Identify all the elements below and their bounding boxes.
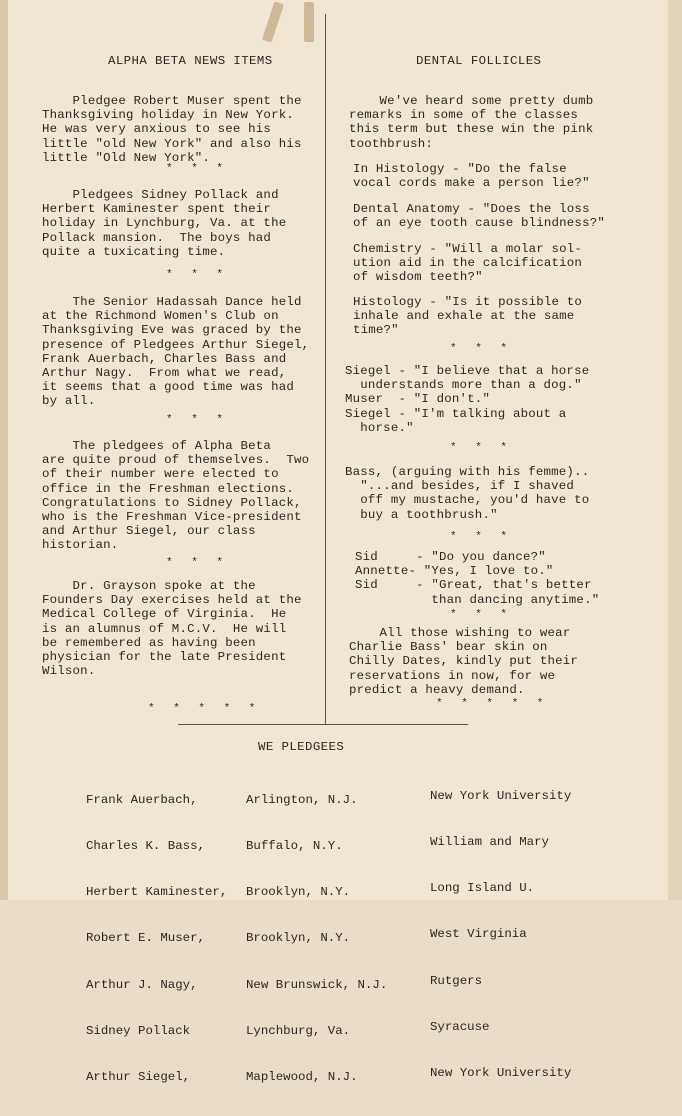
separator-stars: * * * — [450, 609, 514, 621]
pledgee-hometown: Brooklyn, N.Y. — [246, 885, 351, 900]
separator-stars: * * * — [450, 442, 514, 454]
pledgee-school: Rutgers — [430, 973, 483, 988]
pledgee-hometown: Maplewood, N.J. — [246, 1070, 358, 1085]
column-divider — [325, 14, 326, 724]
pledgee-name: Charles K. Bass, — [86, 839, 205, 854]
joke-dialogue: Siegel - "I believe that a horse understands more than a dog." Muser - "I don't." Siegel - "I'm talking about a horse." — [345, 364, 590, 435]
pledgee-name: Frank Auerbach, — [86, 792, 198, 807]
dental-quote: Dental Anatomy - "Does the loss of an eye tooth cause blindness?" — [353, 202, 605, 231]
pledgee-hometowns — [246, 762, 387, 1116]
pledgee-school: New York University — [430, 788, 572, 803]
separator-stars: * * * — [166, 557, 230, 569]
pledgee-hometown: Arlington, N.J. — [246, 792, 358, 807]
pledgee-hometown: Lynchburg, Va. — [246, 1023, 351, 1038]
pledgee-name: Herbert Kaminester, — [86, 885, 228, 900]
left-column-heading: ALPHA BETA NEWS ITEMS — [108, 54, 273, 68]
dental-quote: In Histology - "Do the false vocal cords make a person lie?" — [353, 162, 590, 191]
pledgee-name: Arthur Siegel, — [86, 1070, 191, 1085]
separator-stars: * * * — [166, 269, 230, 281]
paper-right-edge — [668, 0, 682, 900]
separator-stars: * * * * * — [436, 698, 550, 710]
news-item: Dr. Grayson spoke at the Founders Day exercises held at the Medical College of Virginia. He is an alumnus of M.C.V. He will be remembered as having been physician for the late President Wilson. — [42, 579, 302, 679]
tape-strip — [304, 2, 314, 42]
dental-quote: Chemistry - "Will a molar sol- ution aid in the calcification of wisdom teeth?" — [353, 242, 583, 285]
pledgee-name: Sidney Pollack — [86, 1023, 191, 1038]
separator-stars: * * * — [450, 531, 514, 543]
right-column-heading: DENTAL FOLLICLES — [416, 54, 542, 68]
section-divider — [178, 724, 468, 725]
separator-stars: * * * — [166, 414, 230, 426]
pledgee-names — [86, 762, 227, 1116]
pledgee-hometown: Brooklyn, N.Y. — [246, 931, 351, 946]
separator-stars: * * * — [166, 163, 230, 175]
separator-stars: * * * — [450, 343, 514, 355]
pledgee-name: Arthur J. Nagy, — [86, 977, 198, 992]
pledgee-schools — [430, 758, 571, 1112]
pledgee-name: Robert E. Muser, — [86, 931, 205, 946]
separator-stars: * * * * * — [148, 703, 262, 715]
paper-left-edge — [0, 0, 8, 900]
tape-strip — [262, 1, 284, 42]
pledgee-school: New York University — [430, 1066, 572, 1081]
pledgee-school: William and Mary — [430, 835, 549, 850]
news-item: Pledgee Robert Muser spent the Thanksgiving holiday in New York. He was very anxious to see his little "old New York" and also his little "Old New York". — [42, 94, 302, 165]
closing-notice: All those wishing to wear Charlie Bass' bear skin on Chilly Dates, kindly put their reservations in now, for we predict a heavy demand. — [349, 626, 579, 697]
pledgee-school: Syracuse — [430, 1019, 490, 1034]
pledgees-heading: WE PLEDGEES — [258, 740, 345, 754]
pledgee-hometown: Buffalo, N.Y. — [246, 839, 343, 854]
dental-quote: Histology - "Is it possible to inhale and exhale at the same time?" — [353, 295, 583, 338]
joke-dialogue: Bass, (arguing with his femme).. "...and besides, if I shaved off my mustache, you'd have to buy a toothbrush." — [345, 465, 590, 522]
news-item: The Senior Hadassah Dance held at the Richmond Women's Club on Thanksgiving Eve was graced by the presence of Pledgees Arthur Siegel, Frank Auerbach, Charles Bass and Arthur Nagy. From what we read, it seems that a good time was had by all. — [42, 295, 310, 409]
dental-intro: We've heard some pretty dumb remarks in some of the classes this term but these win the pink toothbrush: — [349, 94, 594, 151]
news-item: The pledgees of Alpha Beta are quite proud of themselves. Two of their number were elected to office in the Freshman elections. Congratulations to Sidney Pollack, who is the Freshman Vice-president and Arthur Siegel, our class historian. — [42, 439, 310, 553]
pledgee-school: Long Island U. — [430, 881, 535, 896]
pledgee-hometown: New Brunswick, N.J. — [246, 977, 388, 992]
joke-dialogue: Sid - "Do you dance?" Annette- "Yes, I love to." Sid - "Great, that's better than dancing anytime." — [355, 550, 600, 607]
news-item: Pledgees Sidney Pollack and Herbert Kaminester spent their holiday in Lynchburg, Va. at the Pollack mansion. The boys had quite a tuxicating time. — [42, 188, 287, 259]
pledgee-school: West Virginia — [430, 927, 527, 942]
